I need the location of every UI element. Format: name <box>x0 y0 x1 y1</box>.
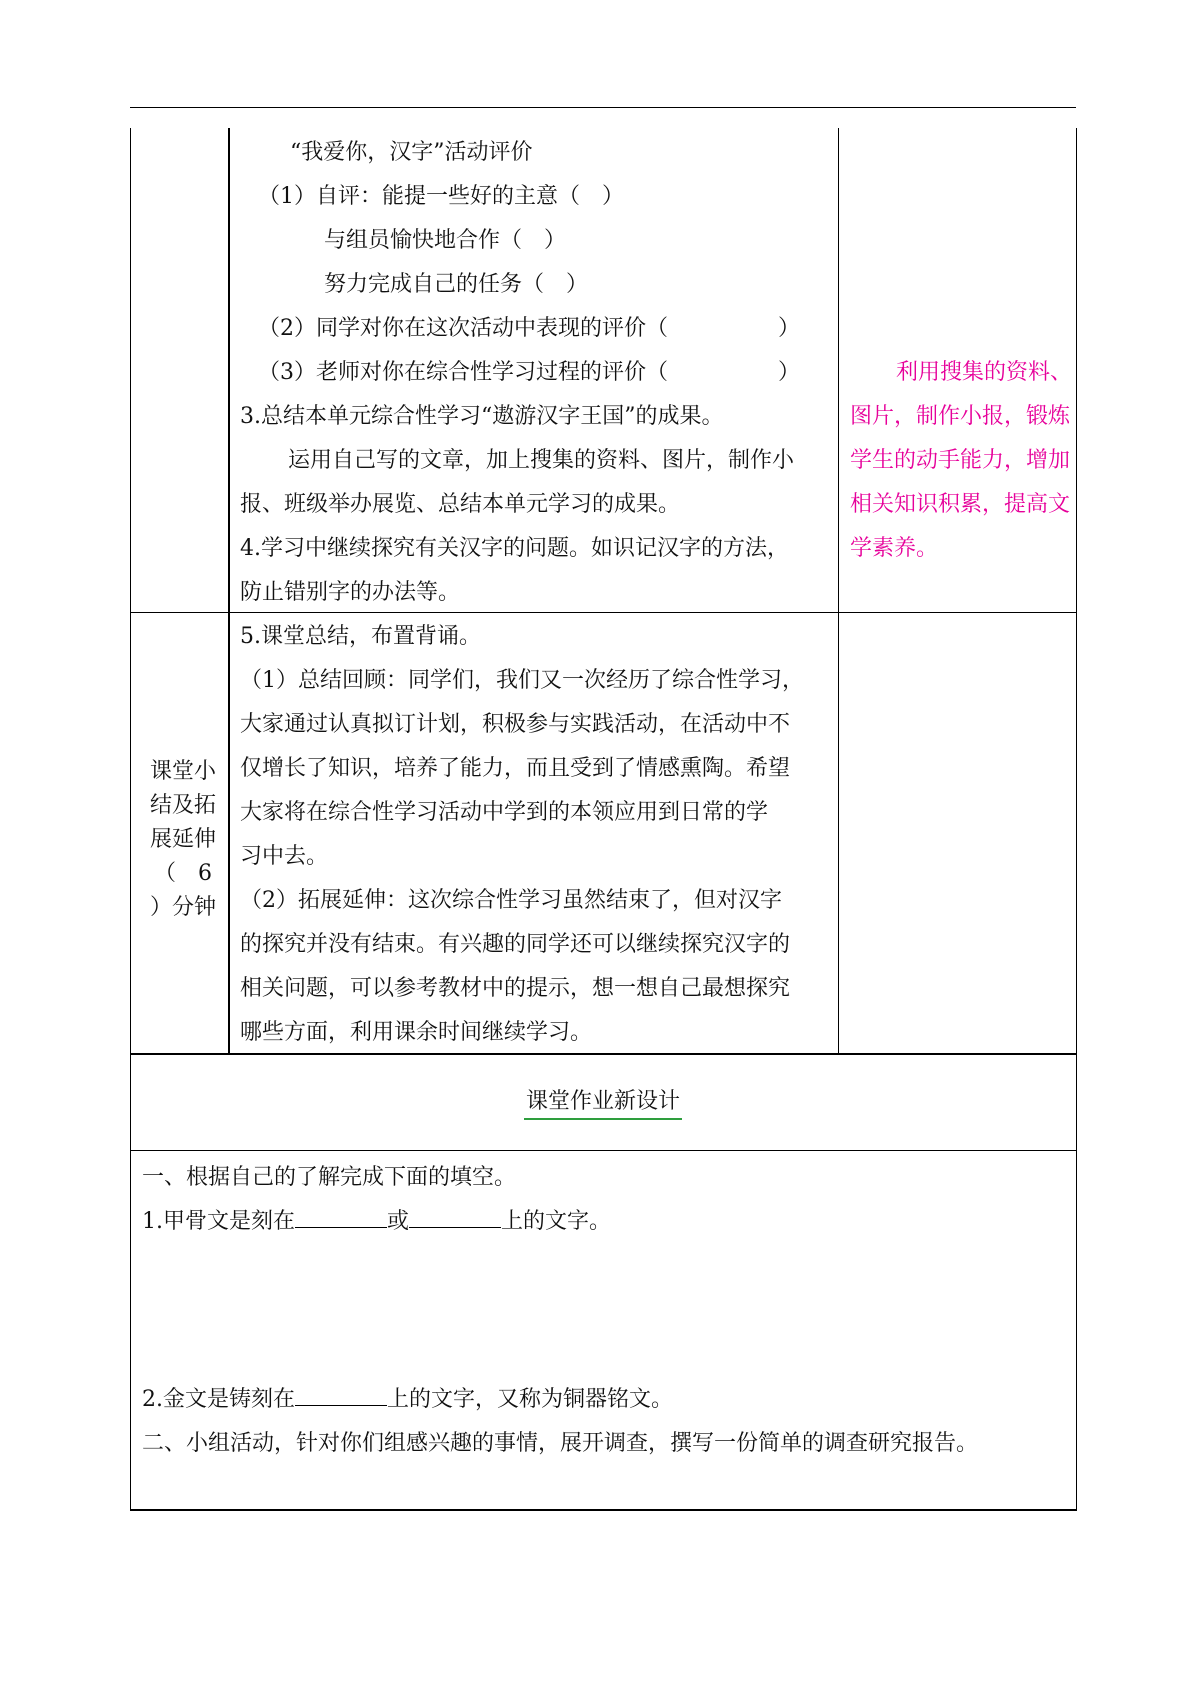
homework-title-text: 课堂作业新设计 <box>524 1086 682 1120</box>
evaluation-title: “我爱你，汉字”活动评价 <box>290 140 533 165</box>
step5-line-9: 哪些方面，利用课余时间继续学习。 <box>240 1020 593 1045</box>
step5-line-1: （1）总结回顾：同学们，我们又一次经历了综合性学习， <box>240 668 804 693</box>
design-note-line-5: 学素养。 <box>850 536 939 561</box>
row-divider-3 <box>130 1150 1076 1151</box>
teacher-evaluation-line: （3）老师对你在综合性学习过程的评价（ ） <box>258 360 800 385</box>
step3-line-1: 运用自己写的文章，加上搜集的资料、图片，制作小 <box>288 448 795 473</box>
step4-line-1: 4.学习中继续探究有关汉字的问题。如识记汉字的方法， <box>240 536 789 561</box>
header-rule <box>130 107 1076 108</box>
q1-blank-2 <box>409 1205 501 1228</box>
homework-title <box>130 1080 1076 1124</box>
q1-text-c: 上的文字。 <box>501 1209 612 1234</box>
q1-text-b: 或 <box>387 1209 410 1234</box>
step4-line-2: 防止错别字的办法等。 <box>240 580 461 605</box>
summary-label-line-4: （ 6 <box>154 861 212 886</box>
q1-blank-1 <box>295 1205 387 1228</box>
self-evaluation-line: （1）自评：能提一些好的主意（ ） <box>258 184 624 209</box>
summary-label-line-2: 结及拓 <box>149 793 216 818</box>
homework-part-1: 一、根据自己的了解完成下面的填空。 <box>142 1165 517 1190</box>
summary-label-line-1: 课堂小 <box>149 759 216 784</box>
q2-blank <box>295 1383 387 1406</box>
column-divider-1 <box>228 128 230 1053</box>
homework-question-1 <box>142 1200 611 1244</box>
step3-line-2: 报、班级举办展览、总结本单元学习的成果。 <box>240 492 681 517</box>
design-note-line-2: 图片，制作小报，锻炼 <box>850 404 1071 429</box>
column-divider-2 <box>838 128 839 1053</box>
peer-evaluation-line: （2）同学对你在这次活动中表现的评价（ ） <box>258 316 800 341</box>
step5-line-2: 大家通过认真拟订计划，积极参与实践活动，在活动中不 <box>240 712 791 737</box>
design-note-line-3: 学生的动手能力，增加 <box>850 448 1071 473</box>
table-left-border <box>130 128 131 1510</box>
step5-line-6: （2）拓展延伸：这次综合性学习虽然结束了，但对汉字 <box>240 888 782 913</box>
step5-line-8: 相关问题，可以参考教材中的提示，想一想自己最想探究 <box>240 976 791 1001</box>
step5-heading: 5.课堂总结，布置背诵。 <box>240 624 481 649</box>
summary-label-line-3: 展延伸 <box>149 827 216 852</box>
design-note-line-4: 相关知识积累，提高文 <box>850 492 1071 517</box>
summary-label-line-5: ）分钟 <box>149 895 216 920</box>
step5-line-7: 的探究并没有结束。有兴趣的同学还可以继续探究汉字的 <box>240 932 791 957</box>
design-note-line-1: 利用搜集的资料、 <box>896 360 1073 385</box>
q1-text-a: 1.甲骨文是刻在 <box>142 1209 295 1234</box>
table-bottom-border <box>130 1509 1077 1511</box>
self-evaluation-item-2: 与组员愉快地合作（ ） <box>324 228 567 253</box>
self-evaluation-item-3: 努力完成自己的任务（ ） <box>324 272 589 297</box>
step3-heading: 3.总结本单元综合性学习“遨游汉字王国”的成果。 <box>240 404 724 429</box>
table-right-border <box>1076 128 1077 1510</box>
q2-text-b: 上的文字，又称为铜器铭文。 <box>387 1387 674 1412</box>
q2-text-a: 2.金文是铸刻在 <box>142 1387 295 1412</box>
step5-line-4: 大家将在综合性学习活动中学到的本领应用到日常的学 <box>240 800 769 825</box>
homework-question-2 <box>142 1378 673 1422</box>
step5-line-5: 习中去。 <box>240 844 329 869</box>
homework-part-2: 二、小组活动，针对你们组感兴趣的事情，展开调查，撰写一份简单的调查研究报告。 <box>142 1431 979 1456</box>
step5-line-3: 仅增长了知识，培养了能力，而且受到了情感熏陶。希望 <box>240 756 791 781</box>
